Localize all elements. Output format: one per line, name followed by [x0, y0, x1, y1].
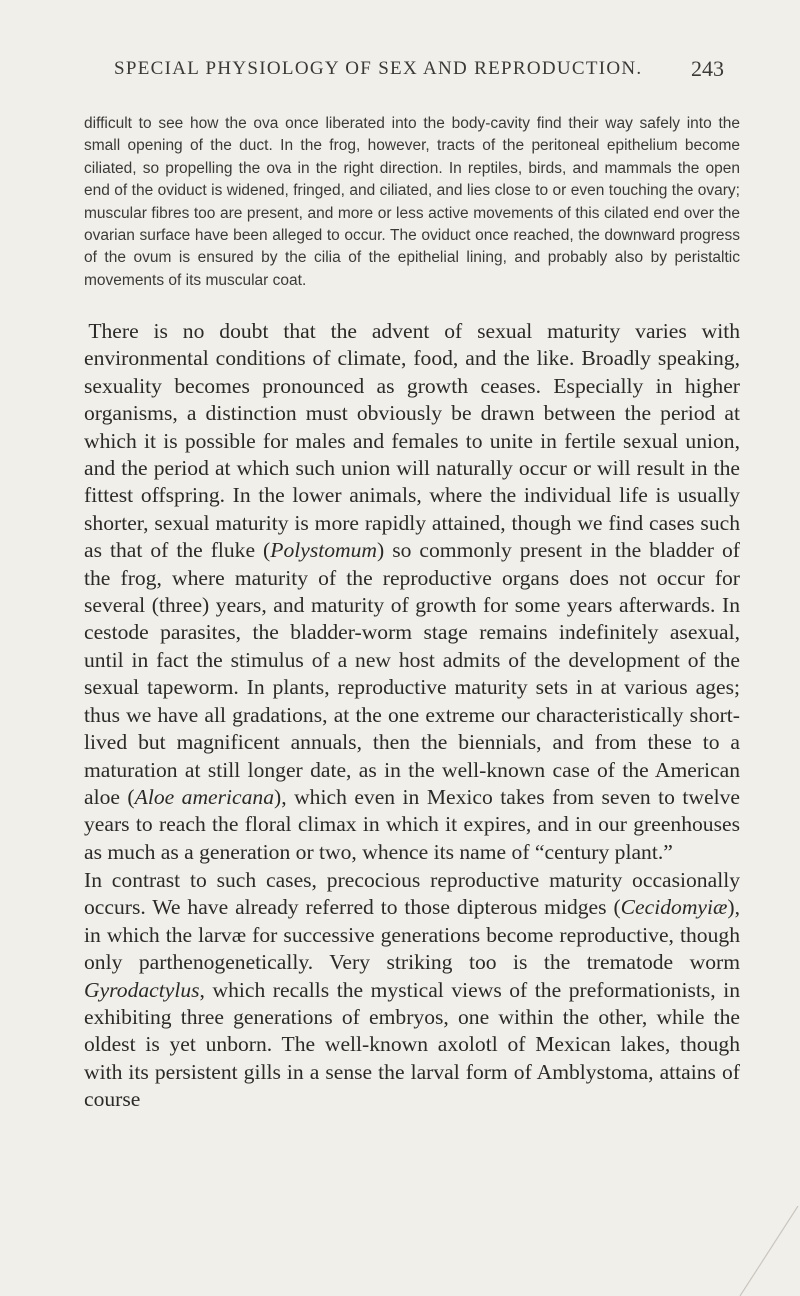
species-name: Polystomum — [270, 538, 378, 563]
page-crease-mark — [680, 1206, 800, 1296]
paragraph-text: , which recalls the mystical views of the preformationists, in exhibiting three generations of embryos, one within the other, while the oldest is yet unborn. The well-known axolotl of Mexican lakes, though with its persistent gills in a sense the larval form of Amblystoma, attains of course — [84, 977, 740, 1112]
paragraph-text: ), in which the larvæ for successive generations become reproductive, though only parthenogenetically. Very striking too is the trematode worm — [84, 895, 740, 975]
species-name: Gyrodactylus — [84, 977, 200, 1002]
species-name: Cecidomyiæ — [620, 895, 728, 920]
paragraph-text: ), which even in Mexico takes from seven to twelve years to reach the floral climax in which it expires, and in our greenhouses as much as a generation or two, whence its name of “century plant.” — [84, 784, 740, 864]
small-print-paragraph: difficult to see how the ova once liberated into the body-cavity find their way safely into the small opening of the duct. In the frog, however, tracts of the peritoneal epithelium become ciliated, so propelling the ova in the right direction. In reptiles, birds, and mammals the open end of the oviduct is widened, fringed, and ciliated, and lies close to or even touching the ovary; muscular fibres too are present, and more or less active movements of this cilated end over the ovarian surface have been alleged to occur. The oviduct once reached, the downward progress of the ovum is ensured by the cilia of the epithelial lining, and probably also by peristaltic movements of its muscular coat. — [84, 115, 740, 289]
paragraph-text: In contrast to such cases, precocious reproductive maturity occasionally occurs. We have already referred to those dipterous midges ( — [84, 868, 740, 920]
species-name: Aloe americana — [134, 784, 275, 809]
paragraph-text: There is no doubt that the advent of sexual maturity varies with environmental conditions of climate, food, and the like. Broadly speaking, sexuality becomes pronounced as growth ceases. Especially in higher organisms, a distinction must obviously be drawn between the period at which it is possible for males and females to unite in fertile sexual union, and the period at which such union will naturally occur or will result in the fittest offspring. In the lower animals, where the individual life is usually shorter, sexual maturity is more rapidly attained, though we find cases such as that of the fluke ( — [84, 319, 740, 563]
paragraph-sexual-maturity — [84, 318, 740, 866]
running-head — [84, 58, 724, 88]
paragraph-precocious-maturity — [84, 867, 740, 1114]
page-number: 243 — [691, 56, 724, 81]
running-title: SPECIAL PHYSIOLOGY OF SEX AND REPRODUCTION. — [114, 58, 643, 79]
paragraph-text: ) so commonly present in the bladder of the frog, where maturity of the reproductive organs does not occur for several (three) years, and maturity of growth for some years afterwards. In cestode parasites, the bladder-worm stage remains indefinitely asexual, until in fact the stimulus of a new host admits of the development of the sexual tapeworm. In plants, reproductive maturity sets in at various ages; thus we have all gradations, at the one extreme our characteristically short-lived but magnificent annuals, then the biennials, and from these to a maturation at still longer date, as in the well-known case of the American aloe ( — [84, 538, 740, 809]
